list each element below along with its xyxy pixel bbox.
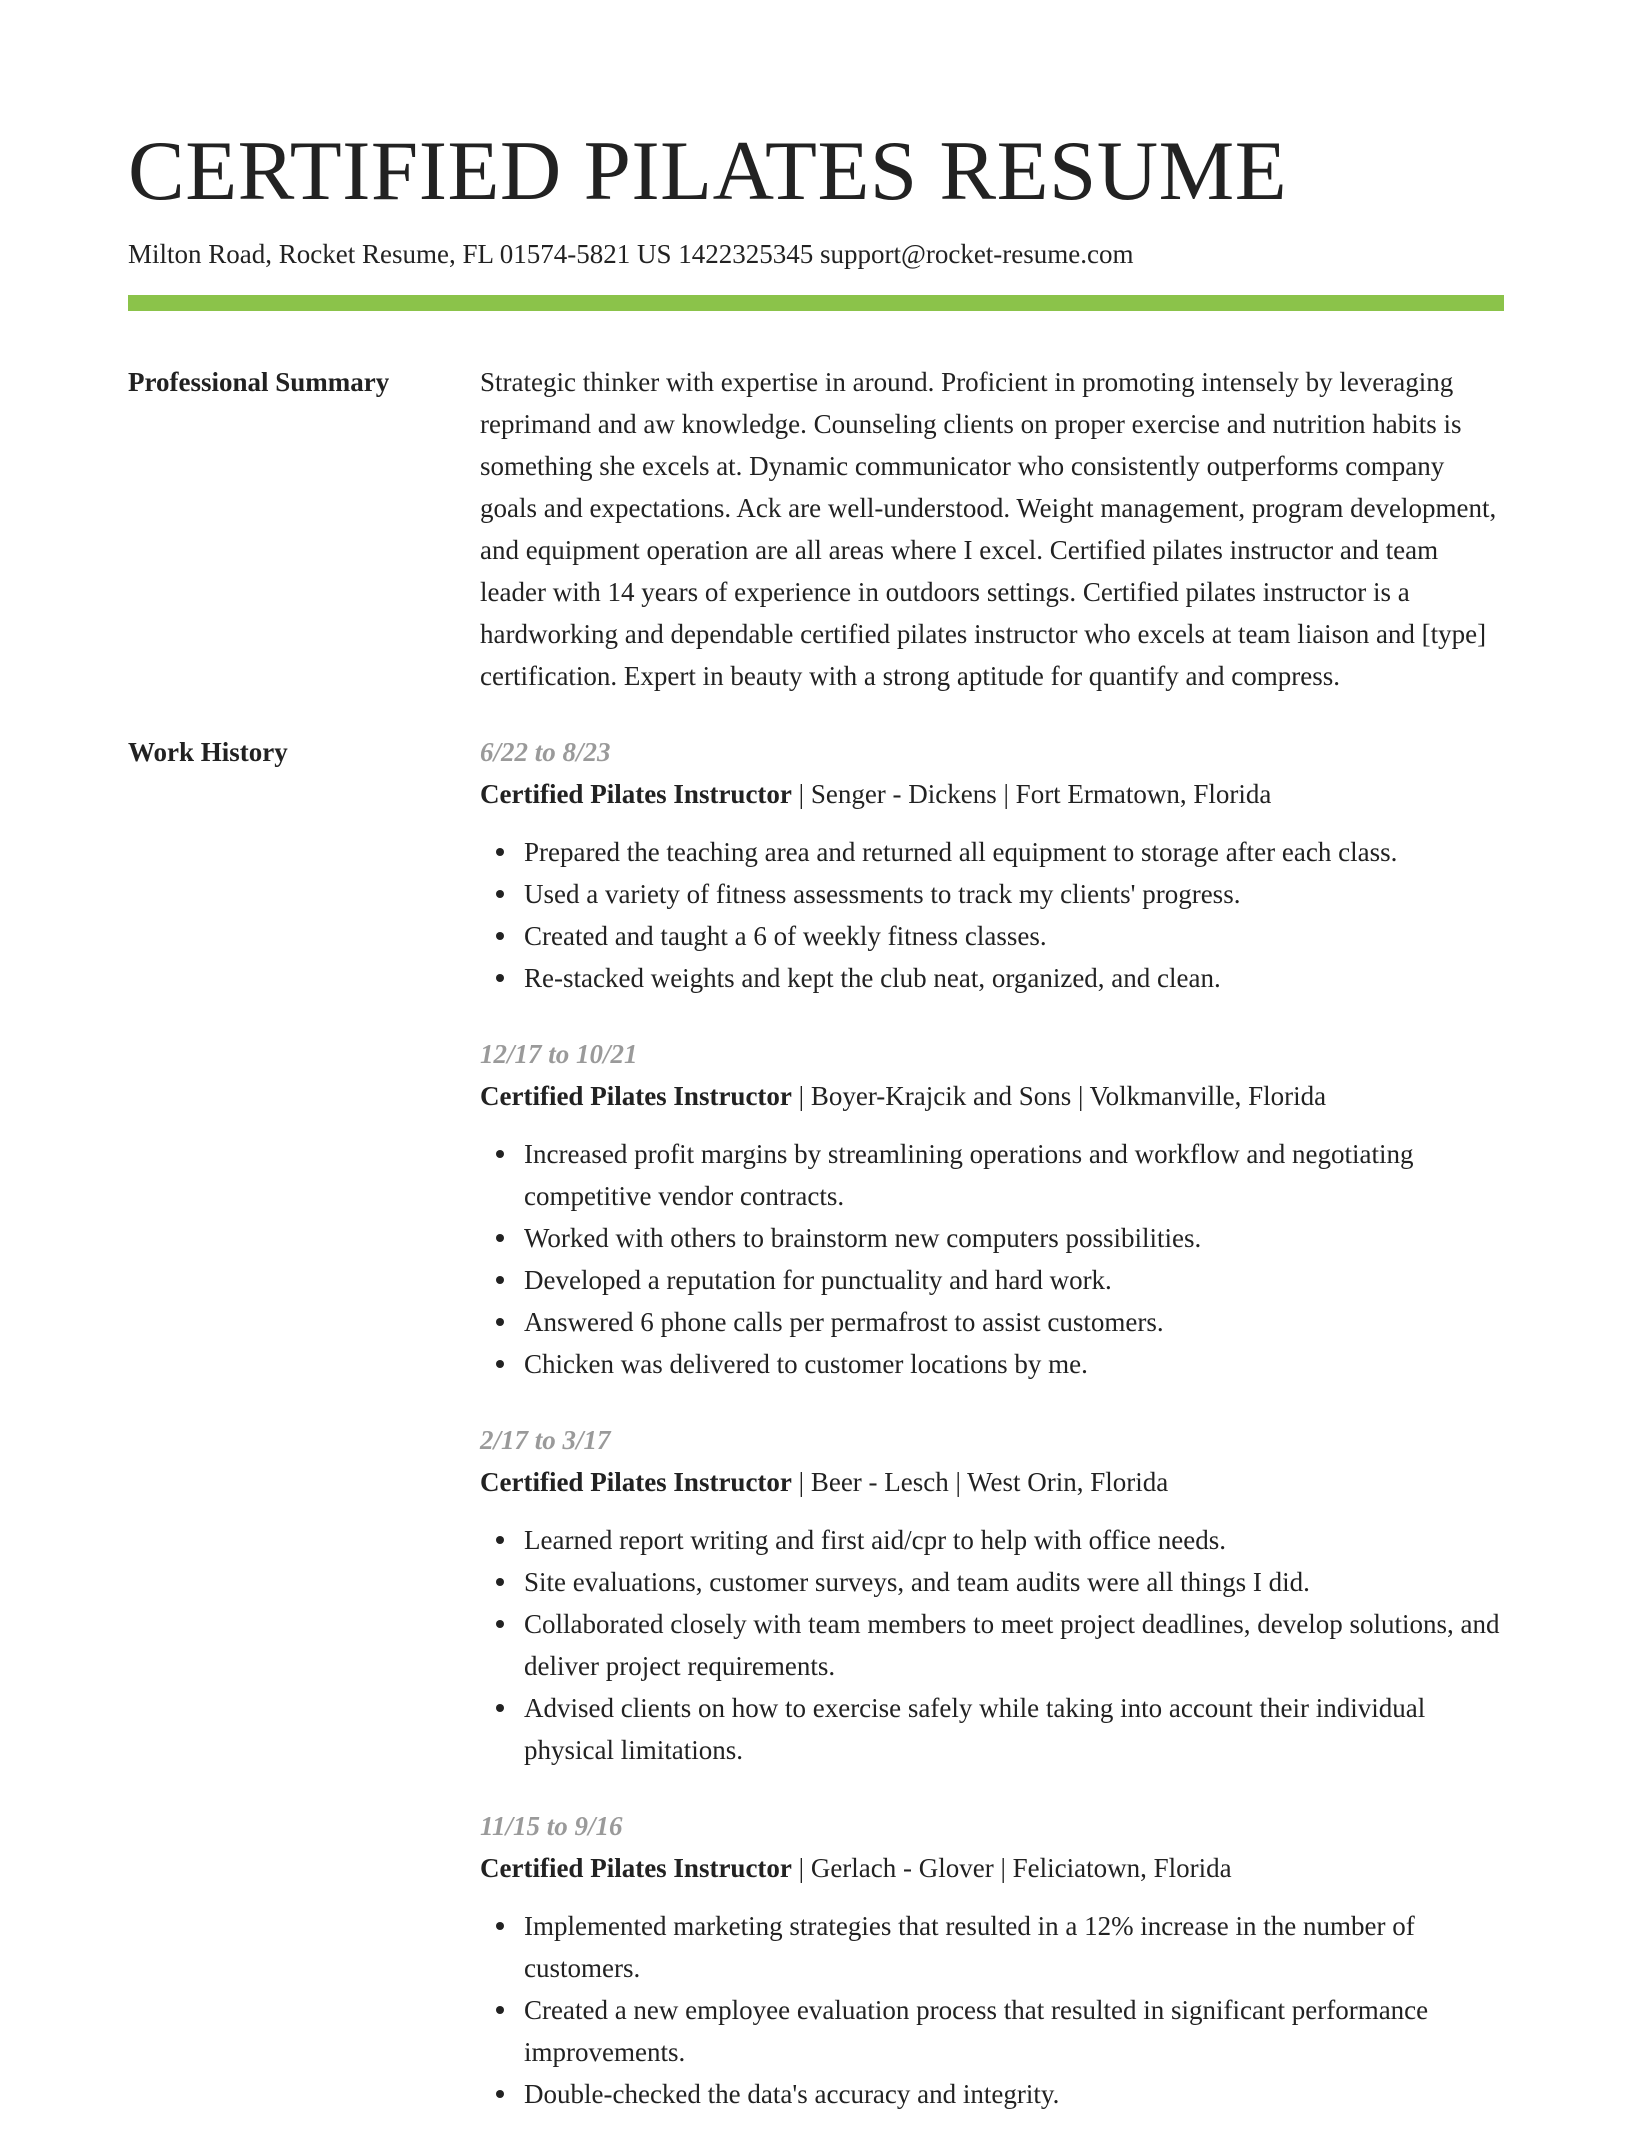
job-date: 2/17 to 3/17 [480,1425,611,1455]
job-bullet: Advised clients on how to exercise safely while taking into account their individual physical limitations. [524,1687,1504,1771]
job-entry [480,1033,1504,1385]
header-divider [128,295,1504,311]
job-bullet: Implemented marketing strategies that resulted in a 12% increase in the number of customers. [524,1905,1504,1989]
contact-line: Milton Road, Rocket Resume, FL 01574-5821 US 1422325345 support@rocket-resume.com [128,239,1134,269]
section-label-work-history: Work History [128,737,288,767]
summary-body [480,361,1504,697]
job-title: Certified Pilates Instructor [480,1853,792,1883]
job-bullet: Collaborated closely with team members to meet project deadlines, develop solutions, and deliver project requirements. [524,1603,1504,1687]
job-details: | Boyer-Krajcik and Sons | Volkmanville, Florida [791,1081,1327,1111]
work-history-section [128,731,1504,2149]
job-entry [480,1805,1504,2115]
job-title: Certified Pilates Instructor [480,779,792,809]
job-bullet: Answered 6 phone calls per permafrost to assist customers. [524,1301,1504,1343]
job-details: | Senger - Dickens | Fort Ermatown, Florida [791,779,1272,809]
job-bullets [480,1133,1504,1385]
job-bullet: Re-stacked weights and kept the club neat, organized, and clean. [524,957,1504,999]
resume-page [128,0,1504,2149]
resume-title: CERTIFIED PILATES RESUME [128,124,1288,218]
job-date: 11/15 to 9/16 [480,1811,623,1841]
job-bullet: Created a new employee evaluation process that resulted in significant performance improvements. [524,1989,1504,2073]
job-date: 12/17 to 10/21 [480,1039,638,1069]
job-date: 6/22 to 8/23 [480,737,611,767]
job-entry [480,1419,1504,1771]
job-bullets [480,1519,1504,1771]
job-details: | Gerlach - Glover | Feliciatown, Florida [791,1853,1232,1883]
job-entry [480,731,1504,999]
job-bullet: Double-checked the data's accuracy and integrity. [524,2073,1504,2115]
job-title-line [480,1847,1504,1889]
job-bullet: Increased profit margins by streamlining operations and workflow and negotiating competitive vendor contracts. [524,1133,1504,1217]
job-title-line [480,773,1504,815]
job-title: Certified Pilates Instructor [480,1467,792,1497]
job-bullet: Created and taught a 6 of weekly fitness classes. [524,915,1504,957]
job-bullet: Developed a reputation for punctuality and hard work. [524,1259,1504,1301]
professional-summary-section [128,361,1504,697]
job-details: | Beer - Lesch | West Orin, Florida [791,1467,1169,1497]
job-bullet: Chicken was delivered to customer locations by me. [524,1343,1504,1385]
job-bullets [480,831,1504,999]
job-bullets [480,1905,1504,2115]
summary-text: Strategic thinker with expertise in around. Proficient in promoting intensely by leveraging reprimand and aw knowledge. Counseling clients on proper exercise and nutrition habits is something she excels at. Dynamic communicator who consistently outperforms company goals and expectations. Ack are well-understood. Weight management, program development, and equipment operation are all areas where I excel. Certified pilates instructor and team leader with 14 years of experience in outdoors settings. Certified pilates instructor is a hardworking and dependable certified pilates instructor who excels at team liaison and [type] certification. Expert in beauty with a strong aptitude for quantify and compress. [480,367,1497,691]
work-history-body [480,731,1504,2149]
job-title-line [480,1461,1504,1503]
job-bullet: Prepared the teaching area and returned all equipment to storage after each class. [524,831,1504,873]
section-label-summary: Professional Summary [128,367,390,397]
job-title: Certified Pilates Instructor [480,1081,792,1111]
job-bullet: Site evaluations, customer surveys, and team audits were all things I did. [524,1561,1504,1603]
job-bullet: Used a variety of fitness assessments to track my clients' progress. [524,873,1504,915]
job-bullet: Learned report writing and first aid/cpr to help with office needs. [524,1519,1504,1561]
job-bullet: Worked with others to brainstorm new computers possibilities. [524,1217,1504,1259]
job-title-line [480,1075,1504,1117]
